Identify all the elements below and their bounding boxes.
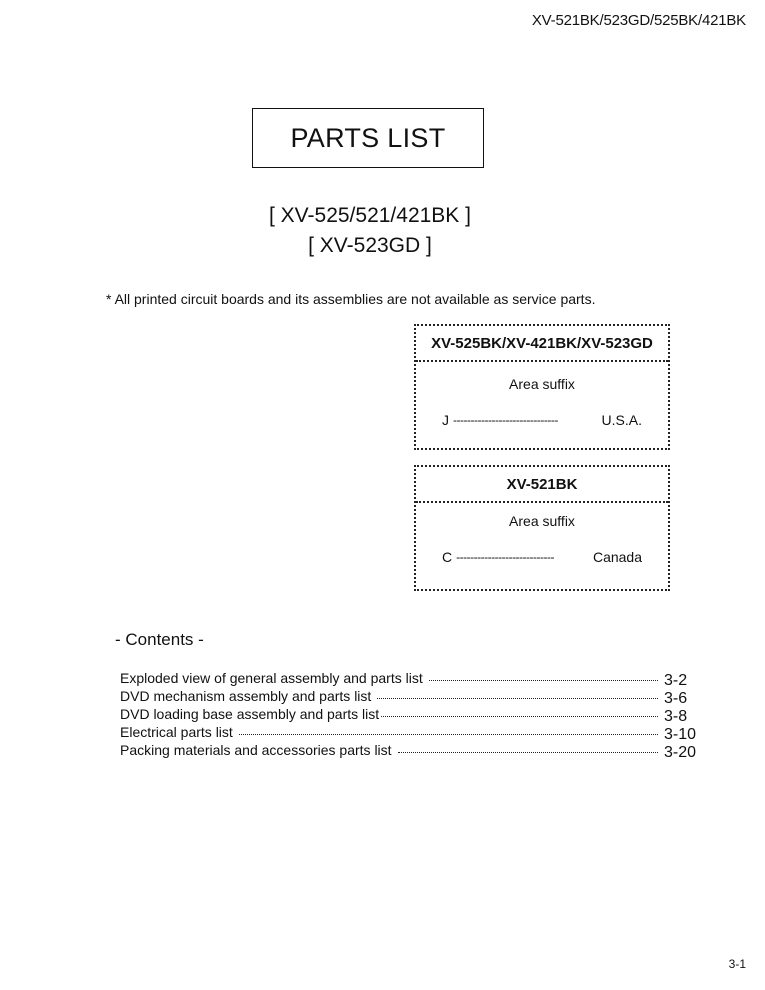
toc-leader-dots — [429, 680, 658, 681]
toc-entry[interactable] — [120, 704, 702, 725]
area-suffix-row — [442, 549, 642, 565]
page-number: 3-1 — [728, 957, 746, 971]
toc-entry-page: 3-10 — [664, 726, 697, 743]
area-suffix-box-usa — [414, 324, 670, 450]
page-title-box — [252, 108, 484, 168]
leader-dashes: ---------------------------- — [456, 550, 555, 564]
toc-leader-dots — [239, 734, 658, 735]
toc-entry-label: DVD mechanism assembly and parts list — [120, 688, 372, 704]
toc-entry-page: 3-6 — [664, 690, 688, 707]
area-box-heading: XV-525BK/XV-421BK/XV-523GD — [416, 326, 668, 362]
area-region: Canada — [592, 549, 642, 565]
area-suffix-box-canada — [414, 465, 670, 591]
header-model-reference: XV-521BK/523GD/525BK/421BK — [531, 12, 746, 29]
contents-heading: - Contents - — [115, 630, 204, 649]
toc-entry-label: Electrical parts list — [120, 724, 233, 740]
toc-entry-page: 3-20 — [664, 744, 697, 761]
area-code: J — [442, 412, 449, 428]
service-parts-note: * All printed circuit boards and its assemblies are not available as service parts. — [106, 291, 596, 307]
toc-entry-page: 3-2 — [664, 672, 688, 689]
toc-entry-label: Exploded view of general assembly and parts list — [120, 670, 423, 686]
toc-entry[interactable] — [120, 740, 702, 761]
toc-entry-label: Packing materials and accessories parts list — [120, 742, 392, 758]
area-code: C — [442, 549, 453, 565]
toc-entry-page: 3-8 — [664, 708, 688, 725]
toc-entry-label: DVD loading base assembly and parts list — [120, 706, 380, 722]
area-box-heading: XV-521BK — [416, 467, 668, 503]
toc-leader-dots — [377, 698, 658, 699]
area-suffix-label: Area suffix — [509, 376, 575, 392]
area-region: U.S.A. — [601, 412, 642, 428]
area-suffix-row — [442, 412, 642, 428]
model-line-1: [ XV-525/521/421BK ] — [269, 204, 471, 227]
toc-leader-dots — [398, 752, 658, 753]
toc-entry[interactable] — [120, 686, 702, 707]
model-line-2: [ XV-523GD ] — [308, 234, 432, 257]
table-of-contents — [120, 668, 702, 761]
leader-dashes: ------------------------------ — [453, 413, 558, 427]
toc-leader-dots — [381, 716, 658, 717]
toc-entry[interactable] — [120, 668, 702, 689]
page-title: PARTS LIST — [290, 122, 446, 153]
area-suffix-label: Area suffix — [509, 513, 575, 529]
toc-entry[interactable] — [120, 722, 702, 743]
